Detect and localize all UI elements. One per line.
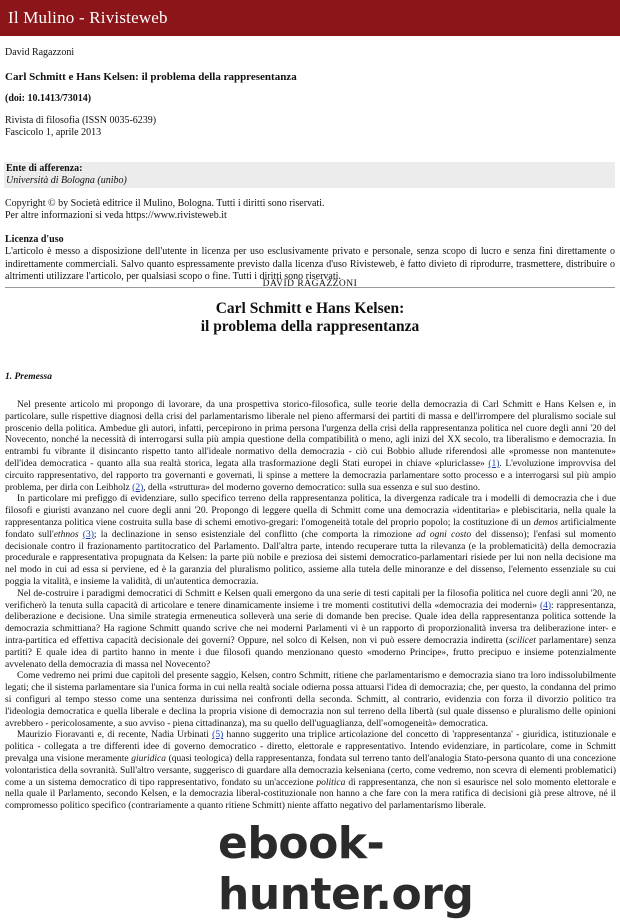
- p5-text: Maurizio Fioravanti e, di recente, Nadia Urbinati: [17, 730, 213, 741]
- license-label: Licenza d'uso: [5, 234, 64, 245]
- p2-text: del dissenso); l'enfasi sul momento decisionale contro il frazionamento partitocratico del Parlamento. Dall'altra parte, intendo recuperare tutta la rilevanza (e la problematicità) della democrazia procedurale e rappresentativa propugnata da Kelsen: la parte più nobile e preziosa dei sistemi democratico-parlamentari risiede per lui non nella decisione ma nel modo in cui ad essa si perviene, ed è la garanzia del pluralismo politico, assieme alla tutela delle minoranze e del dissenso, l'elemento essenziale su cui poggia la vitalità, e insieme la validità, di un'autentica democrazia.: [5, 529, 616, 587]
- p2-italic: demos: [533, 517, 558, 528]
- p5-text: hanno suggerito una triplice articolazione del concetto di 'rappresentanza' - giuridica, istituzionale e politica - collegata a tre differenti idee di governo democratico - diretto, elettorale e rappresentativo. Intendo evidenziare, in particolare, come in Schmitt prevalga una visione meramente: [5, 730, 616, 764]
- p3-text: Nel de-costruire i paradigmi democratici di Schmitt e Kelsen quali emergono da una serie di testi capitali per la filosofia politica nel cuore degli anni '20, ne verificherò la tenuta sulla capacità di articolare e tenere dinamicamente insieme i tre momenti costitutivi della «democrazia dei moderni»: [5, 588, 616, 611]
- meta-doi[interactable]: (doi: 10.1413/73014): [5, 93, 92, 104]
- footnote-link[interactable]: (4): [539, 600, 552, 611]
- p5-italic: politica: [316, 777, 346, 788]
- footnote-link[interactable]: (5): [212, 730, 224, 741]
- p1-text: . L'evoluzione improvvisa del circuito rappresentativo, del rapporto tra governanti e governati, li spinse a mettere la democrazia parlamentare sotto processo e a interrogarsi sul più ampio problema, per dirla con Leibholz: [5, 458, 616, 493]
- article-title-line1: Carl Schmitt e Hans Kelsen:: [215, 300, 405, 317]
- paragraph-2: [5, 494, 616, 588]
- p4-text: Come vedremo nei primi due capitoli del presente saggio, Kelsen, contro Schmitt, ritiene che parlamentarismo e democrazia siano tra loro indissolubilmente legati; che il sistema parlamentare sia l'unica forma in cui nella realtà sociale odierna possa attuarsi l'idea di democrazia; che, per questo, la condanna del primo si configuri al tempo stesso come una sentenza durissima nei confronti della seconda. Schmitt, al contrario, evidenzia con forza il divorzio politico tra l'ideologia democratica e quella liberale e declina la propria visione di democrazia non sul terreno della libertà (sul quale dissenso e pluralismo delle opinioni avrebbero - pericolosamente, a suo avviso - piena cittadinanza), ma su quello dell'uguaglianza, dell'«omogeneità» democratica.: [5, 671, 616, 729]
- article-title-line2: il problema della rappresentanza: [200, 318, 420, 335]
- footnote-link[interactable]: (3): [82, 529, 94, 540]
- article-body: [5, 392, 616, 813]
- p2-text: In particolare mi prefiggo di evidenziare, sullo specifico terreno della rappresentanza politica, la divergenza radicale tra i modelli di democrazia che i due filosofi e giuristi avanzano nel cuore degli anni '20. Propongo di leggere quella di Schmitt come una democrazia «identitaria» e plebiscitaria, nella quale la rappresentanza politica viene costruita sulla base di schemi emotivo-gregari: l'omogeneità totale del proprio popolo; la costituzione di un: [5, 494, 616, 528]
- p5-italic: giuridica: [131, 753, 167, 764]
- afferenza-value: Università di Bologna (unibo): [6, 175, 127, 186]
- p3-text: : rappresentanza, deliberazione e decisione. Una simile strategia ermeneutica solleverà una serie di domande ben precise. Quale idea della rappresentanza politica sottende la democrazia schmittiana? Ha ragione Schmitt quando scrive che nei moderni Parlamenti vi è un rapporto di proporzionalità inversa tra deliberazione inter- e intra-partitica ed effettiva capacità decisionale dei governi? Oppure, nel solco di Kelsen, non vi può essere democrazia indiretta (: [5, 600, 616, 646]
- copyright-text: Copyright © by Società editrice il Mulino, Bologna. Tutti i diritti sono riservati.: [5, 198, 325, 209]
- p2-italic: ethnos: [53, 529, 79, 540]
- p2-text: artificialmente fondato sull': [5, 517, 617, 540]
- paragraph-3: [5, 589, 616, 672]
- paragraph-1: [5, 400, 616, 494]
- site-header: [0, 0, 620, 36]
- paragraph-4: [5, 671, 616, 730]
- footnote-link[interactable]: (2): [132, 482, 144, 493]
- p5-text: (quasi teologica) della rappresentanza, fondata sul terreno tanto dell'analogia Stato-persona quanto di una concezione volontaristica della sovranità. Sull'altro versante, suggerisco di guardare alla democrazia kelseniana (certo, come vedremo, non scevra di elementi problematici) come a un sistema democratico di tipo rappresentativo, fondato su un'accezione: [5, 753, 616, 788]
- p3-italic: scilicet: [508, 635, 536, 646]
- article-title: [0, 300, 620, 336]
- section-heading: 1. Premessa: [5, 372, 52, 382]
- afferenza-box: [4, 162, 615, 188]
- p2-text: ; la declinazione in senso esistenziale del conflitto (che comporta la rimozione: [93, 529, 417, 540]
- p3-text: parlamentare) senza partiti? E quale idea di partito hanno in mente i due filosofi quando menzionano questo «moderno Principe», frutto precipuo e insieme potenzialmente avvelenato della democrazia di massa nel Novecento?: [5, 635, 616, 670]
- license-text: L'articolo è messo a disposizione dell'utente in licenza per uso esclusivamente privato e personale, senza scopo di lucro e senza fini direttamente o indirettamente commerciali. Salvo quanto espressamente previsto dalla licenza d'uso Rivisteweb, è fatto divieto di riprodurre, trasmettere, distribuire o altrimenti utilizzare l'articolo, per qualsiasi scopo o fine. Tutti i diritti sono riservati.: [5, 246, 615, 282]
- article-author: DAVID RAGAZZONI: [262, 279, 358, 289]
- p2-italic: ad ogni costo: [416, 529, 472, 540]
- meta-journal: Rivista di filosofia (ISSN 0035-6239): [5, 115, 157, 126]
- site-title[interactable]: Il Mulino - Rivisteweb: [8, 8, 168, 27]
- p1-text: Nel presente articolo mi propongo di lavorare, da una prospettiva storico-filosofica, sulle teorie della democrazia di Carl Schmitt e Hans Kelsen e, in particolare, sulle rispettive diagnosi della crisi del parlamentarismo liberale nel pieno affermarsi dei partiti di massa e dell'irrompere del pluralismo sociale sul proscenio della politica. Ambedue gli autori, infatti, percepirono in prima persona l'urgenza della crisi della rappresentanza politica nel cuore degli anni '20 del Novecento, nonché la necessità di interrogarsi sulla più ampia questione della compatibilità o meno, agli inizi del XX secolo, tra liberalismo e democrazia. In entrambi fu vibrante il disincanto rispetto tanto all'ideale normativo della democrazia - ciò cui Bobbio allude riferendosi alle «promesse non mantenute» dell'idea democratica - quanto alla sua realtà storica, legata alla trasformazione degli Stati europei in chiave «pluriclasse»: [5, 400, 616, 469]
- info-link[interactable]: Per altre informazioni si veda https://www.rivisteweb.it: [5, 210, 227, 221]
- footnote-link[interactable]: (1): [488, 458, 500, 469]
- meta-title: Carl Schmitt e Hans Kelsen: il problema della rappresentanza: [5, 71, 297, 83]
- afferenza-label: Ente di afferenza:: [6, 163, 83, 174]
- watermark: ebook-hunter.org: [218, 818, 474, 920]
- p5-text: di rappresentanza, che non si esaurisce nel solo momento elettorale e nella quale il Parlamento, secondo Kelsen, e la democrazia liberal-costituzionale non hanno a che fare con la mera ratifica di decisioni già prese altrove, né il compromesso politico specifico (contrariamente a quanto ritiene Schmitt) niente affatto negativo del parlamentarismo liberale.: [5, 777, 616, 812]
- meta-issue: Fascicolo 1, aprile 2013: [5, 127, 102, 138]
- p1-text: , della «struttura» del moderno governo democratico: sulla sua essenza e sul suo destino.: [143, 482, 481, 493]
- meta-author: David Ragazzoni: [5, 47, 75, 58]
- paragraph-5: [5, 730, 616, 813]
